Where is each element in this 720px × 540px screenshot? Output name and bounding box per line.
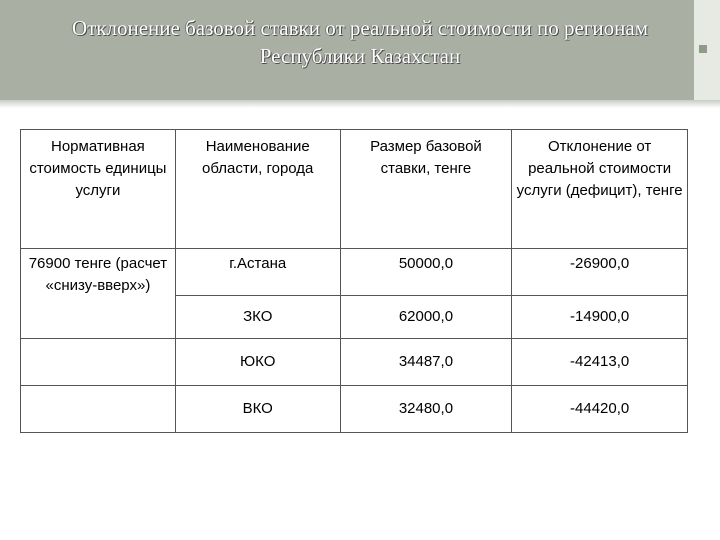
base-rate-cell: 32480,0 <box>340 386 512 433</box>
decorative-square-icon <box>699 45 707 53</box>
empty-cell <box>21 339 176 386</box>
table-header-row <box>21 130 688 249</box>
deviation-cell: -44420,0 <box>512 386 688 433</box>
normative-cost-cell: 76900 тенге (расчет «снизу-вверх») <box>21 249 176 339</box>
base-rate-deviation-table <box>20 129 688 433</box>
header-normative-cost: Нормативная стоимость единицы услуги <box>21 130 176 249</box>
header-base-rate: Размер базовой ставки, тенге <box>340 130 512 249</box>
base-rate-cell: 50000,0 <box>340 249 512 296</box>
region-cell: ЗКО <box>175 296 340 339</box>
region-cell: ВКО <box>175 386 340 433</box>
slide-title-line-1: Отклонение базовой ставки от реальной стоимости по регионам <box>71 16 649 40</box>
table-row <box>21 249 688 296</box>
base-rate-cell: 62000,0 <box>340 296 512 339</box>
header-region-name: Наименование области, города <box>175 130 340 249</box>
slide-title <box>20 14 700 70</box>
slide-title-line-2: Республики Казахстан <box>259 44 461 68</box>
table-row <box>21 386 688 433</box>
title-band-shadow <box>0 100 720 108</box>
deviation-cell: -14900,0 <box>512 296 688 339</box>
deviation-cell: -42413,0 <box>512 339 688 386</box>
table-row <box>21 339 688 386</box>
header-deviation: Отклонение от реальной стоимости услуги (дефицит), тенге <box>512 130 688 249</box>
base-rate-cell: 34487,0 <box>340 339 512 386</box>
region-cell: г.Астана <box>175 249 340 296</box>
deviation-cell: -26900,0 <box>512 249 688 296</box>
region-cell: ЮКО <box>175 339 340 386</box>
empty-cell <box>21 386 176 433</box>
